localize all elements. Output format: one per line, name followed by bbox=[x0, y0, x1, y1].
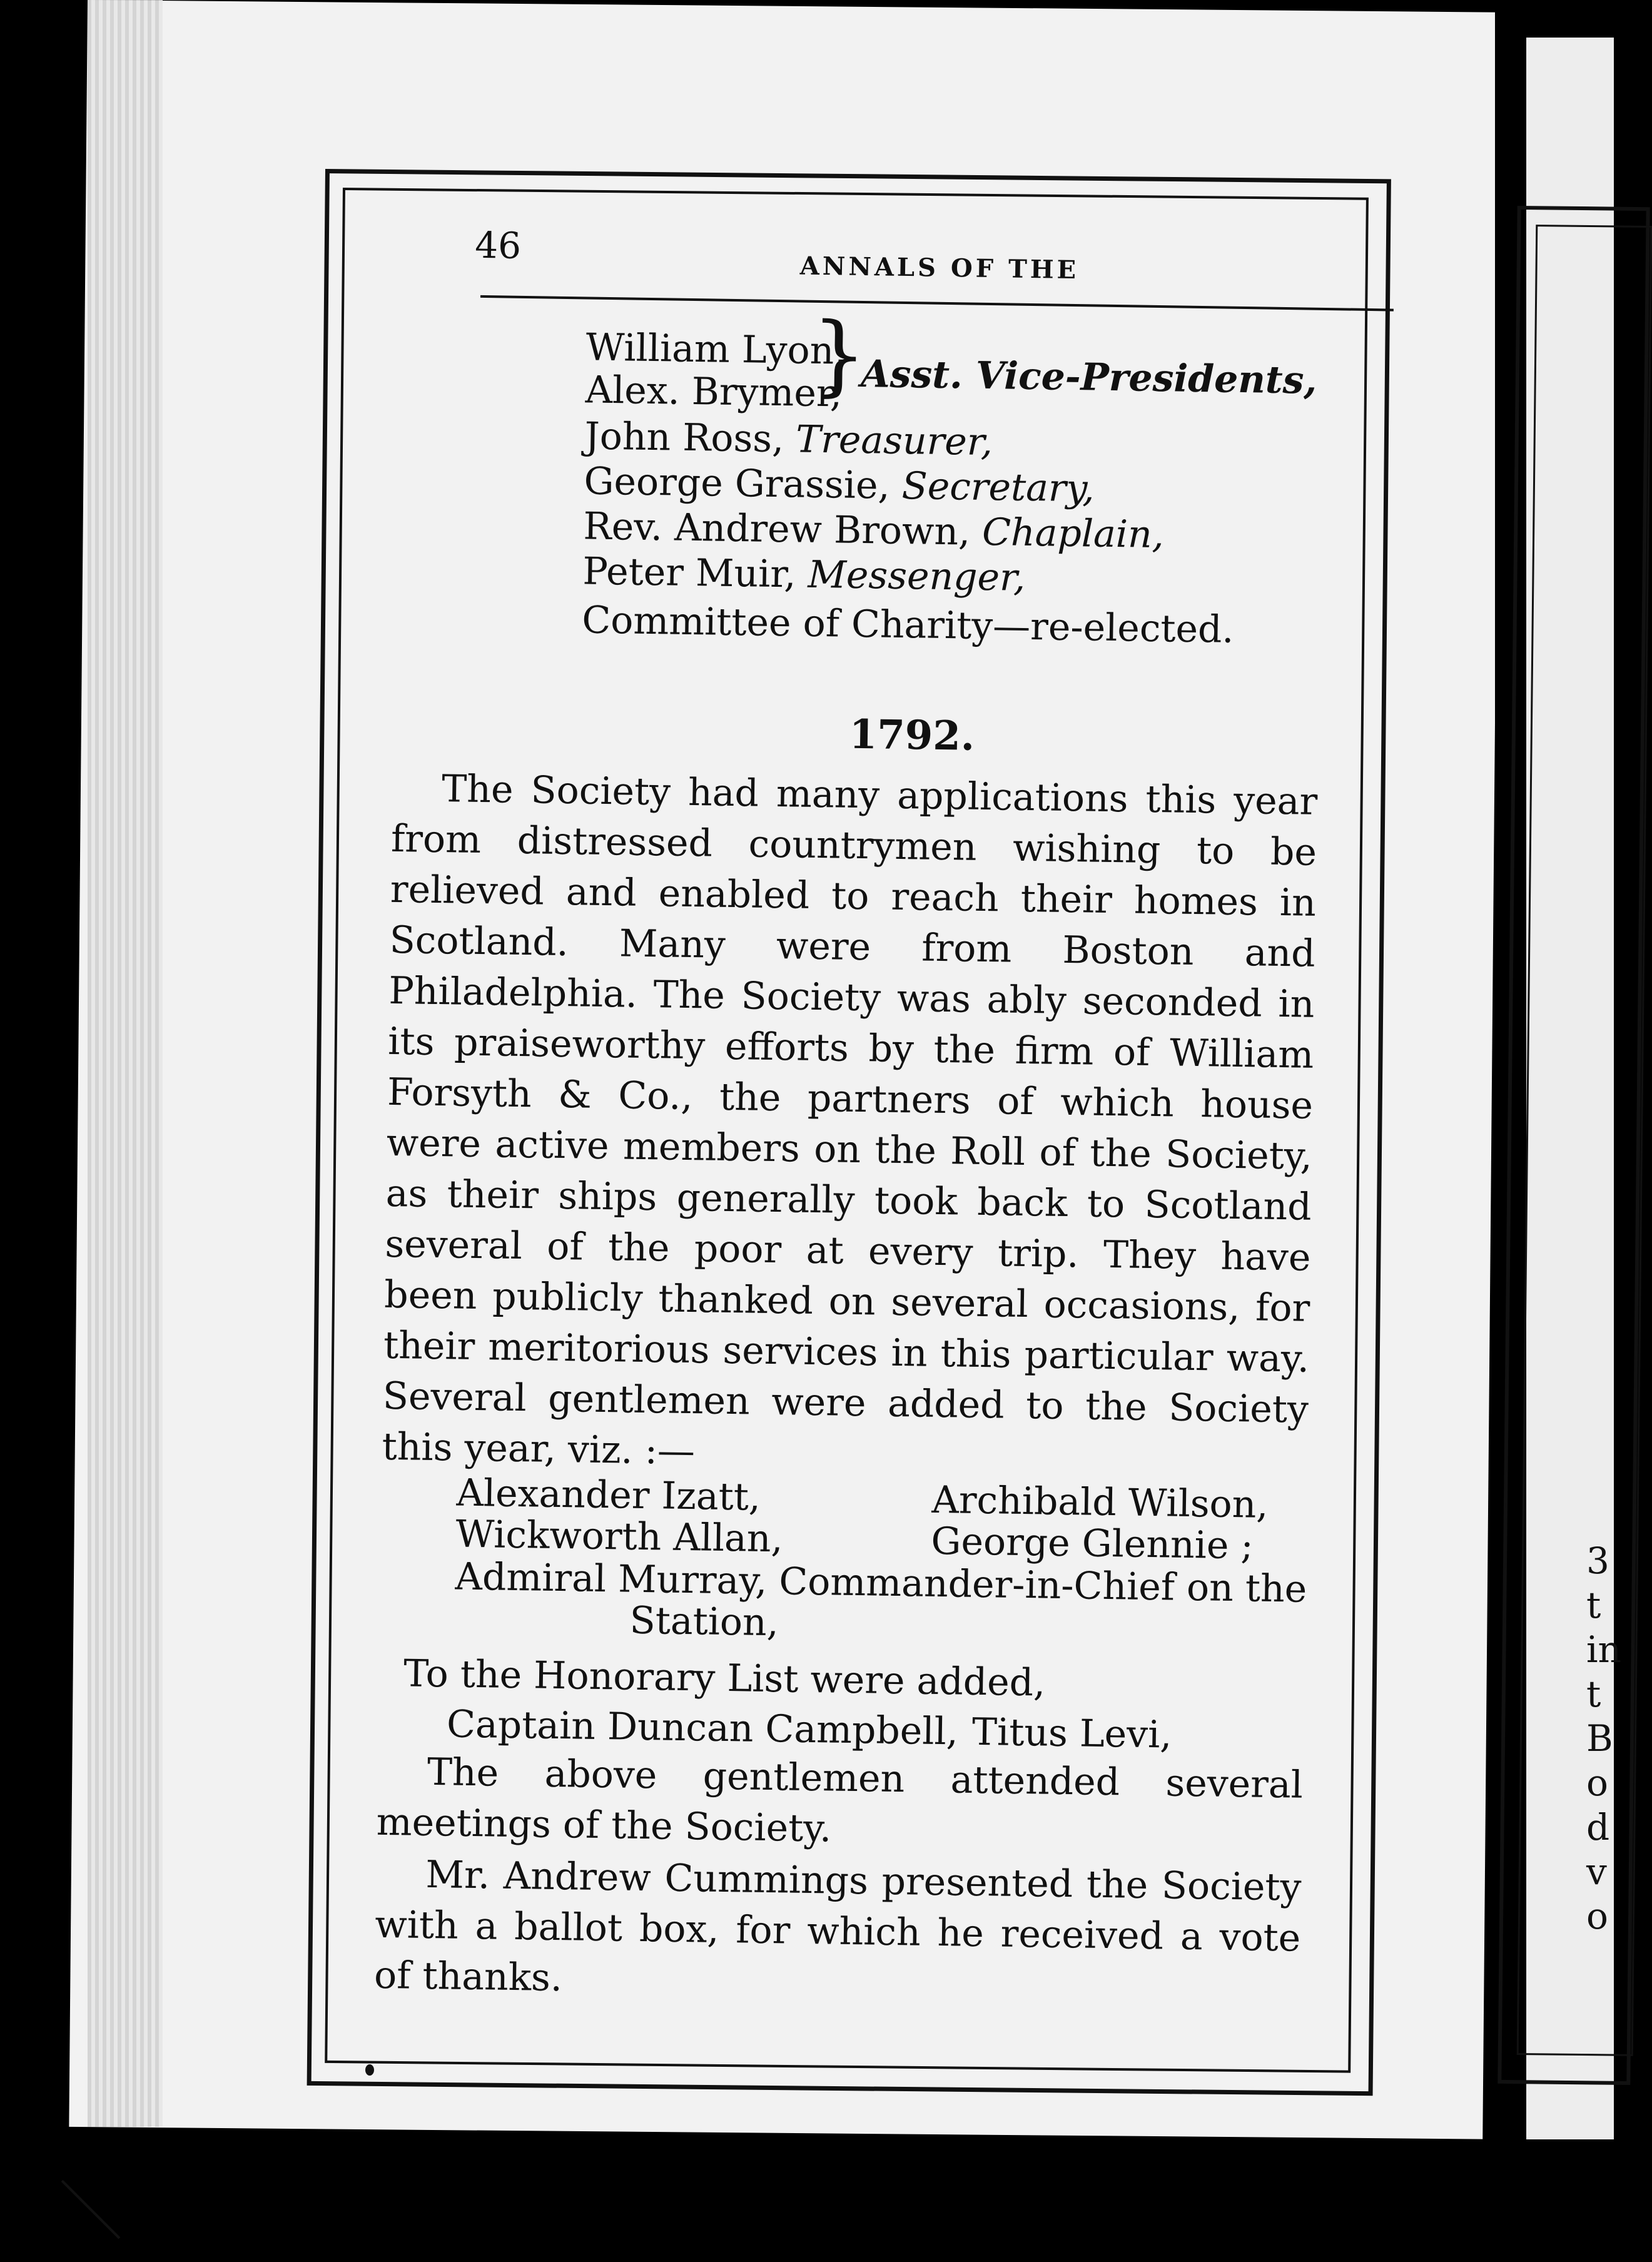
officer-secretary-title: Secretary, bbox=[901, 464, 1095, 511]
paragraph-ballot-box: Mr. Andrew Cummings presented the Society with a ballot box, for which he received a vote of thanks. bbox=[373, 1852, 1302, 2001]
member-wilson: Archibald Wilson, bbox=[931, 1478, 1269, 1527]
officer-treasurer bbox=[584, 414, 993, 464]
page-edge-shading bbox=[88, 0, 163, 2127]
officer-treasurer-title: Treasurer, bbox=[795, 417, 993, 465]
right-page-text-fragment: 3 t in t B o d v o bbox=[1586, 1539, 1621, 1937]
officer-messenger bbox=[582, 549, 1026, 599]
officer-name-1: William Lyon, bbox=[585, 325, 846, 373]
officer-chaplain-title: Chaplain, bbox=[981, 510, 1165, 557]
page-text-block bbox=[373, 213, 1364, 2041]
committee-line: Committee of Charity—re-elected. bbox=[581, 598, 1235, 652]
running-head: ANNALS OF THE bbox=[799, 251, 1080, 285]
officer-chaplain-name: Rev. Andrew Brown, bbox=[583, 504, 983, 554]
honorary-levi: Titus Levi, bbox=[971, 1710, 1172, 1757]
year-heading: 1792. bbox=[849, 711, 975, 760]
right-page-frame-inner bbox=[1517, 225, 1652, 2056]
member-admiral-murray: Admiral Murray, Commander-in-Chief on the bbox=[455, 1554, 1307, 1611]
header-rule bbox=[480, 295, 1394, 312]
officer-name-2: Alex. Brymer, bbox=[585, 368, 843, 416]
officer-treasurer-name: John Ross, bbox=[584, 414, 796, 462]
officer-chaplain bbox=[583, 504, 1164, 557]
page-number: 46 bbox=[474, 223, 522, 267]
officer-secretary-name: George Grassie, bbox=[584, 459, 903, 508]
grouping-brace: } bbox=[810, 303, 868, 407]
ink-speck bbox=[365, 2064, 374, 2076]
officer-secretary bbox=[584, 459, 1095, 510]
officer-messenger-title: Messenger, bbox=[808, 552, 1026, 600]
member-allan: Wickworth Allan, bbox=[455, 1512, 784, 1561]
paragraph-meetings: The above gentlemen attended several meetings of the Society. bbox=[376, 1750, 1304, 1851]
honorary-campbell: Captain Duncan Campbell, bbox=[446, 1702, 959, 1754]
member-izatt: Alexander Izatt, bbox=[456, 1471, 761, 1519]
member-glennie: George Glennie ; bbox=[931, 1519, 1254, 1568]
asst-vp-title: Asst. Vice-Presidents, bbox=[860, 352, 1317, 403]
member-admiral-station: Station, bbox=[629, 1598, 779, 1645]
scan-scratch-mark bbox=[61, 2180, 121, 2239]
paragraph-applications: The Society had many applications this year from distressed countrymen wishing to be relieved and enabled to reach their homes in Scotland. Many were from Boston and Philadelphia. The Society was ably seconded in its praiseworthy efforts by the firm of William Forsyth & Co., the partners of which house were active members on the Roll of the Society, as their ships generally took back to Scotland several of the poor at every trip. They have been publicly thanked on several occasions, for their meritorious services in this particular way. Several gentlemen were added to the Society this year, viz. :— bbox=[382, 767, 1318, 1474]
officer-messenger-name: Peter Muir, bbox=[582, 549, 809, 597]
honorary-intro: To the Honorary List were added, bbox=[403, 1651, 1046, 1705]
